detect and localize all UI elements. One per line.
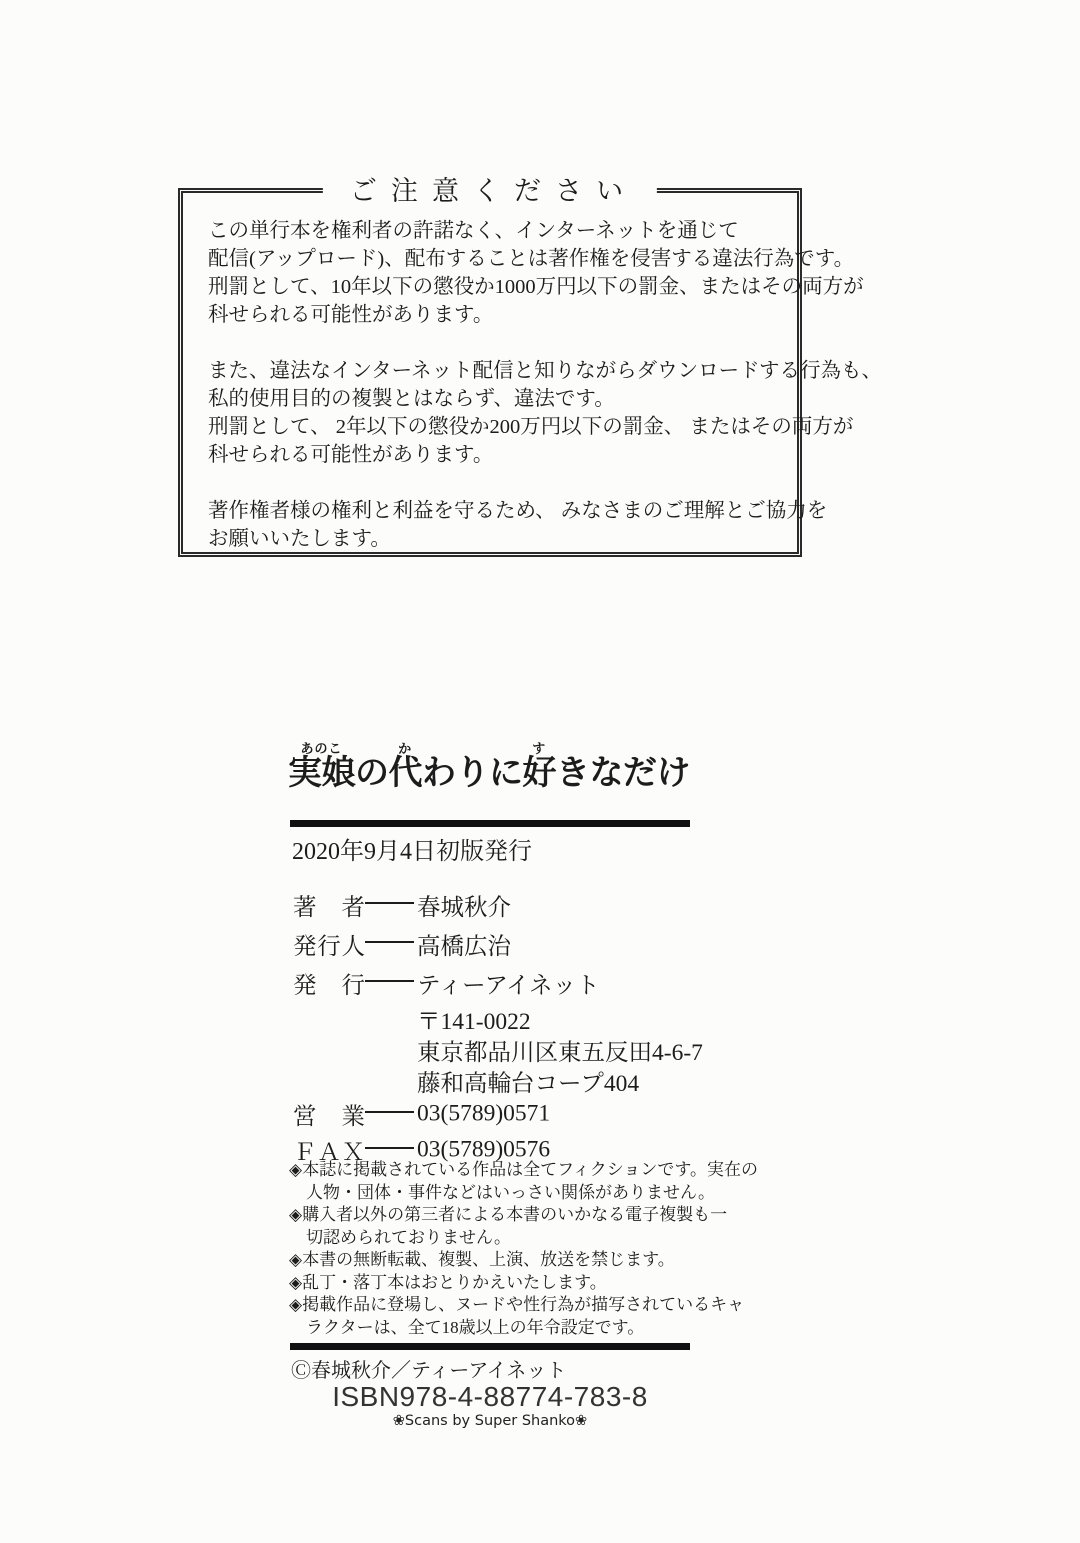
warning-text-line: 刑罰として、 2年以下の懲役か200万円以下の罰金、 またはその両方が	[208, 416, 854, 438]
publisher-value: ティーアイネット	[417, 973, 600, 999]
notice-line: ◈乱丁・落丁本はおとりかえいたします。	[289, 1272, 607, 1292]
title-base: 代	[388, 755, 422, 792]
title-segment	[522, 741, 557, 792]
title-segment	[388, 741, 423, 792]
warning-text-line: 刑罰として、10年以下の懲役か1000万円以下の罰金、またはその両方が	[208, 276, 864, 298]
author-value: 春城秋介	[417, 895, 511, 921]
title-base: わりに	[422, 755, 523, 792]
notice-line: ◈掲載作品に登場し、ヌードや性行為が描写されているキャ	[289, 1295, 745, 1314]
title-segment	[422, 755, 523, 792]
book-title	[288, 741, 690, 792]
edition-date: 2020年9月4日初版発行	[292, 839, 532, 865]
warning-paragraph-upload	[208, 217, 864, 329]
warning-box-title: ご注意ください	[323, 172, 657, 210]
bottom-divider-bar	[290, 1343, 690, 1350]
warning-paragraph-download	[208, 357, 883, 469]
warning-text-line: お願いいたします。	[208, 528, 391, 550]
title-segment	[556, 755, 690, 792]
title-furigana: す	[522, 741, 556, 756]
leader-dash	[365, 902, 414, 904]
title-segment	[288, 741, 355, 792]
leader-dash	[365, 941, 414, 943]
publisher-row	[293, 966, 600, 1000]
notice-line: ラクターは、全て18歳以上の年令設定です。	[306, 1317, 645, 1337]
title-segment	[355, 755, 389, 792]
warning-text-line: 配信(アップロード)、配布することは著作権を侵害する違法行為です。	[208, 248, 855, 270]
sales-phone-row	[293, 1097, 550, 1131]
publisher-person-row	[293, 927, 511, 961]
publisher-person-label: 発行人	[293, 934, 365, 960]
sales-label: 営 業	[293, 1104, 365, 1130]
title-base: の	[355, 755, 389, 792]
notice-line: ◈購入者以外の第三者による本書のいかなる電子複製も一	[289, 1205, 728, 1224]
notice-reproduction	[289, 1249, 729, 1272]
notice-age-statement	[289, 1294, 745, 1339]
sales-phone-number: 03(5789)0571	[417, 1100, 551, 1127]
title-base: きなだけ	[556, 755, 690, 792]
legal-notices	[289, 1159, 759, 1339]
scan-credit-watermark: ❀Scans by Super Shanko❀	[392, 1413, 588, 1429]
notice-line: 切認められておりません。	[306, 1227, 512, 1247]
notice-fiction	[289, 1159, 759, 1204]
address-building: 藤和高輪台コープ404	[417, 1071, 640, 1097]
leader-dash	[365, 1147, 414, 1149]
fax-label: ＦＡＸ	[293, 1140, 365, 1166]
title-furigana: あのこ	[288, 741, 355, 756]
author-label: 著 者	[293, 895, 365, 921]
warning-box-body	[183, 193, 883, 553]
title-furigana: か	[388, 741, 422, 756]
warning-text-line: この単行本を権利者の許諾なく、インターネットを通じて	[208, 220, 739, 242]
warning-text-line: また、違法なインターネット配信と知りながらダウンロードする行為も、	[208, 360, 883, 382]
postal-code: 〒141-0022	[417, 1009, 531, 1035]
publisher-label: 発 行	[293, 973, 365, 999]
warning-paragraph-request	[208, 497, 828, 553]
copyright-warning-box	[178, 176, 883, 557]
leader-dash	[365, 980, 414, 982]
fax-number: 03(5789)0576	[417, 1136, 551, 1163]
notice-electronic-copy	[289, 1204, 729, 1249]
title-base: 実娘	[288, 755, 355, 792]
title-divider-bar	[290, 820, 690, 827]
warning-text-line: 科せられる可能性があります。	[208, 304, 494, 326]
notice-defective-copies	[289, 1272, 729, 1295]
notice-line: 人物・団体・事件などはいっさい関係がありません。	[306, 1182, 716, 1202]
warning-text-line: 私的使用目的の複製とはならず、違法です。	[208, 388, 615, 410]
warning-text-line: 著作権者様の権利と利益を守るため、 みなさまのご理解とご協力を	[208, 500, 828, 522]
address-street: 東京都品川区東五反田4-6-7	[417, 1040, 703, 1066]
notice-line: ◈本書の無断転載、複製、上演、放送を禁じます。	[289, 1250, 675, 1269]
copyright-line: Ⓒ春城秋介／ティーアイネット	[291, 1360, 567, 1382]
author-row	[293, 888, 511, 922]
title-base: 好	[522, 755, 556, 792]
warning-text-line: 科せられる可能性があります。	[208, 444, 494, 466]
notice-line: ◈本誌に掲載されている作品は全てフィクションです。実在の	[289, 1160, 759, 1179]
isbn: ISBN978-4-88774-783-8	[332, 1381, 648, 1412]
leader-dash	[365, 1111, 414, 1113]
publisher-person-value: 高橋広治	[417, 934, 511, 960]
